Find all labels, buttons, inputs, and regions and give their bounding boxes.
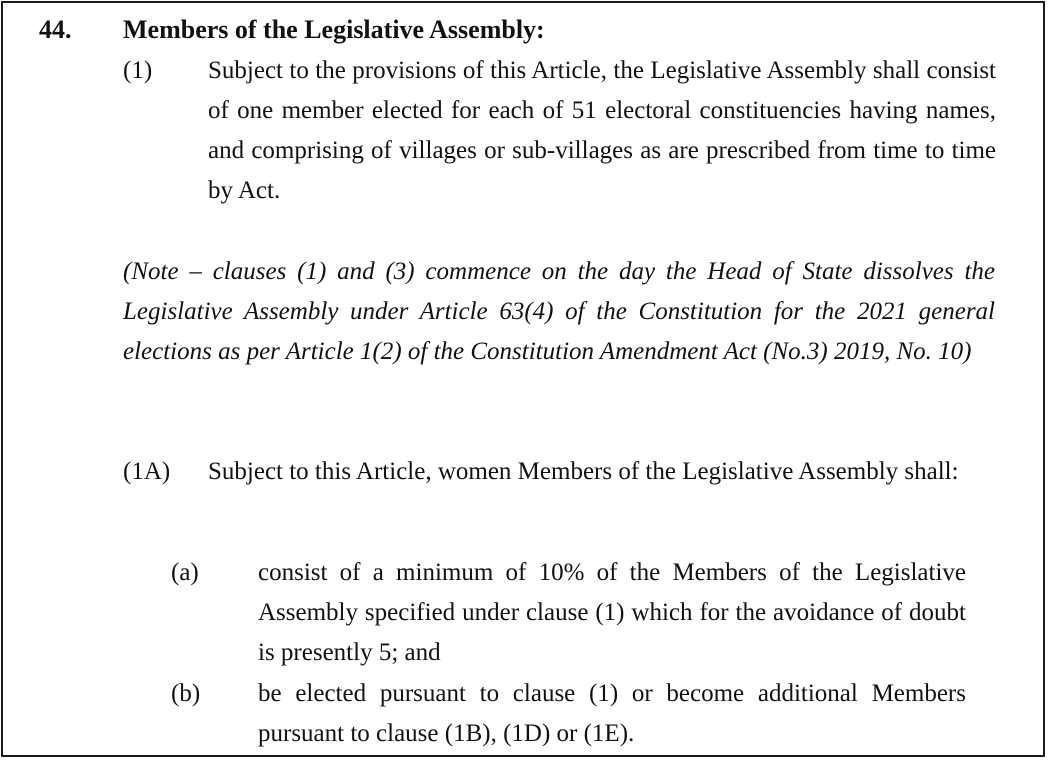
clause-1-text: Subject to the provisions of this Article, the Legislative Assembly shall consist of one member elected for each of 51 electoral constituencies having names, and comprising of villages or sub-villages as are prescribed from time to time by Act. bbox=[208, 57, 996, 204]
clause-1a-label: (1A) bbox=[123, 458, 171, 485]
clause-1-label: (1) bbox=[123, 57, 153, 84]
commencement-note: (Note – clauses (1) and (3) commence on the day the Head of State dissolves the Legislative Assembly under Article 63(4) of the Constitution for the 2021 general elections as per Article 1(2) of the Constitution Amendment Act (No.3) 2019, No. 10) bbox=[123, 258, 995, 365]
clause-1a-item-a-text: consist of a minimum of 10% of the Members of the Legislative Assembly specified under clause (1) which for the avoidance of doubt is presently 5; and bbox=[258, 559, 966, 666]
article-number: 44. bbox=[39, 15, 72, 44]
clause-1a-item-b-label: (b) bbox=[171, 680, 201, 707]
clause-1a-item-a-label: (a) bbox=[171, 559, 199, 586]
clause-1a-item-b-text: be elected pursuant to clause (1) or become additional Members pursuant to clause (1B), (1D) or (1E). bbox=[258, 680, 966, 747]
clause-1a-text: Subject to this Article, women Members of the Legislative Assembly shall: bbox=[208, 458, 959, 485]
article-title: Members of the Legislative Assembly: bbox=[123, 15, 545, 44]
document-frame bbox=[1, 1, 1045, 757]
